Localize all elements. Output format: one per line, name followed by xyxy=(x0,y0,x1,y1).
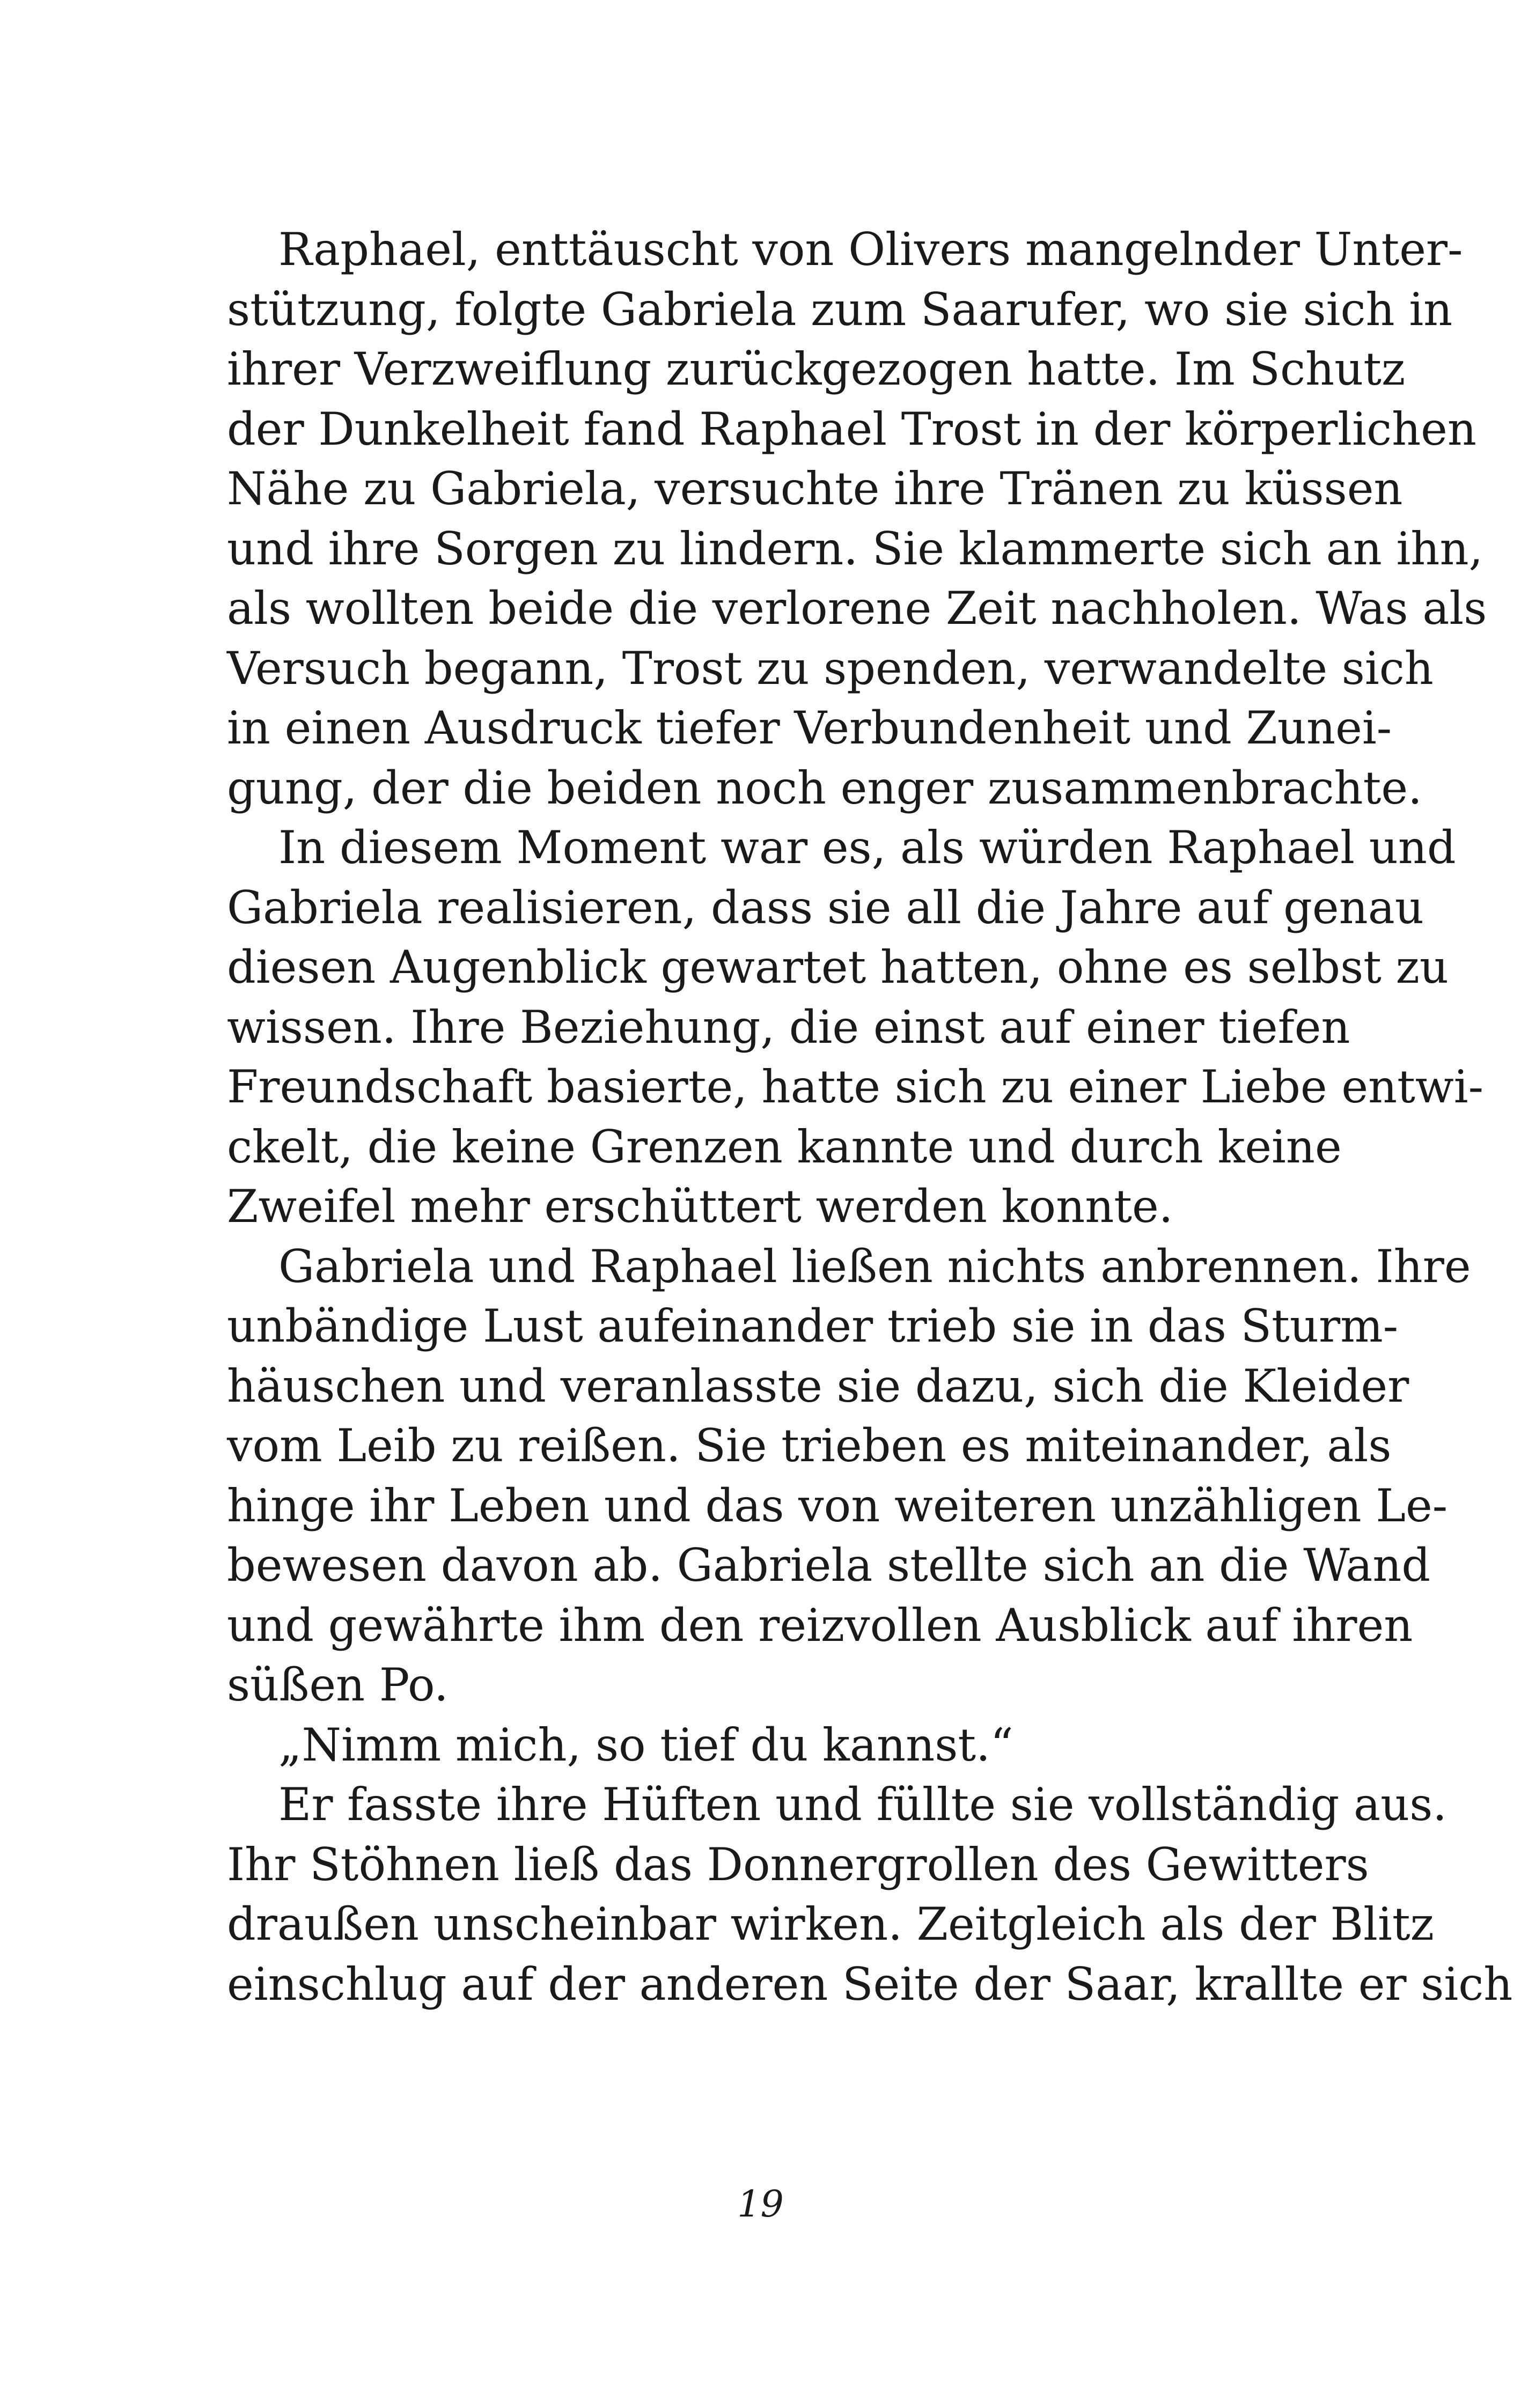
text-line: der Dunkelheit fand Raphael Trost in der körperlichen xyxy=(227,402,1476,455)
text-line: Gabriela und Raphael ließen nichts anbrennen. Ihre xyxy=(278,1240,1471,1293)
page-number: 19 xyxy=(737,2183,784,2226)
paragraph xyxy=(227,1237,1471,1715)
text-line: draußen unscheinbar wirken. Zeitgleich als der Blitz xyxy=(227,1898,1434,1950)
text-line: als wollten beide die verlorene Zeit nachholen. Was als xyxy=(227,582,1487,635)
text-line: bewesen davon ab. Gabriela stellte sich an die Wand xyxy=(227,1539,1431,1592)
text-line: häuschen und veranlasste sie dazu, sich die Kleider xyxy=(227,1359,1409,1412)
text-line: stützung, folgte Gabriela zum Saarufer, wo sie sich in xyxy=(227,283,1453,336)
text-line: einschlug auf der anderen Seite der Saar, krallte er sich xyxy=(227,1957,1513,2011)
text-line: Gabriela realisieren, dass sie all die Jahre auf genau xyxy=(227,881,1424,934)
text-line: Zweifel mehr erschüttert werden konnte. xyxy=(227,1180,1173,1233)
text-line: wissen. Ihre Beziehung, die einst auf einer tiefen xyxy=(227,1000,1350,1054)
text-line: diesen Augenblick gewartet hatten, ohne es selbst zu xyxy=(227,941,1449,993)
text-line: Nähe zu Gabriela, versuchte ihre Tränen zu küssen xyxy=(227,462,1403,515)
text-line: gung, der die beiden noch enger zusammenbrachte. xyxy=(227,761,1422,814)
text-line: In diesem Moment war es, als würden Raphael und xyxy=(278,821,1456,874)
text-line: hinge ihr Leben und das von weiteren unzähligen Le- xyxy=(227,1479,1448,1532)
paragraph xyxy=(227,220,1487,818)
text-line: in einen Ausdruck tiefer Verbundenheit und Zunei- xyxy=(227,702,1392,754)
text-line: Ihr Stöhnen ließ das Donnergrollen des Gewitters xyxy=(227,1838,1369,1891)
text-line: ckelt, die keine Grenzen kannte und durch keine xyxy=(227,1120,1342,1173)
text-line: und ihre Sorgen zu lindern. Sie klammerte sich an ihn, xyxy=(227,522,1483,575)
text-line: unbändige Lust aufeinander trieb sie in das Sturm- xyxy=(227,1300,1399,1352)
text-line: Raphael, enttäuscht von Olivers mangelnder Unter- xyxy=(278,223,1463,276)
text-line: ihrer Verzweiflung zurückgezogen hatte. Im Schutz xyxy=(227,343,1406,395)
body-text xyxy=(227,220,1513,2014)
text-line: Freundschaft basierte, hatte sich zu einer Liebe entwi- xyxy=(227,1061,1484,1113)
paragraph xyxy=(227,1775,1513,2014)
text-line: Versuch begann, Trost zu spenden, verwandelte sich xyxy=(227,642,1434,695)
text-line: vom Leib zu reißen. Sie trieben es miteinander, als xyxy=(227,1419,1392,1472)
paragraph xyxy=(227,818,1484,1237)
text-line: süßen Po. xyxy=(227,1659,449,1711)
text-line: und gewährte ihm den reizvollen Ausblick auf ihren xyxy=(227,1599,1413,1652)
paragraph xyxy=(227,1715,1284,1776)
text-line: „Nimm mich, so tief du kannst.“ xyxy=(278,1718,1013,1771)
text-line: Er fasste ihre Hüften und füllte sie vollständig aus. xyxy=(278,1778,1447,1831)
